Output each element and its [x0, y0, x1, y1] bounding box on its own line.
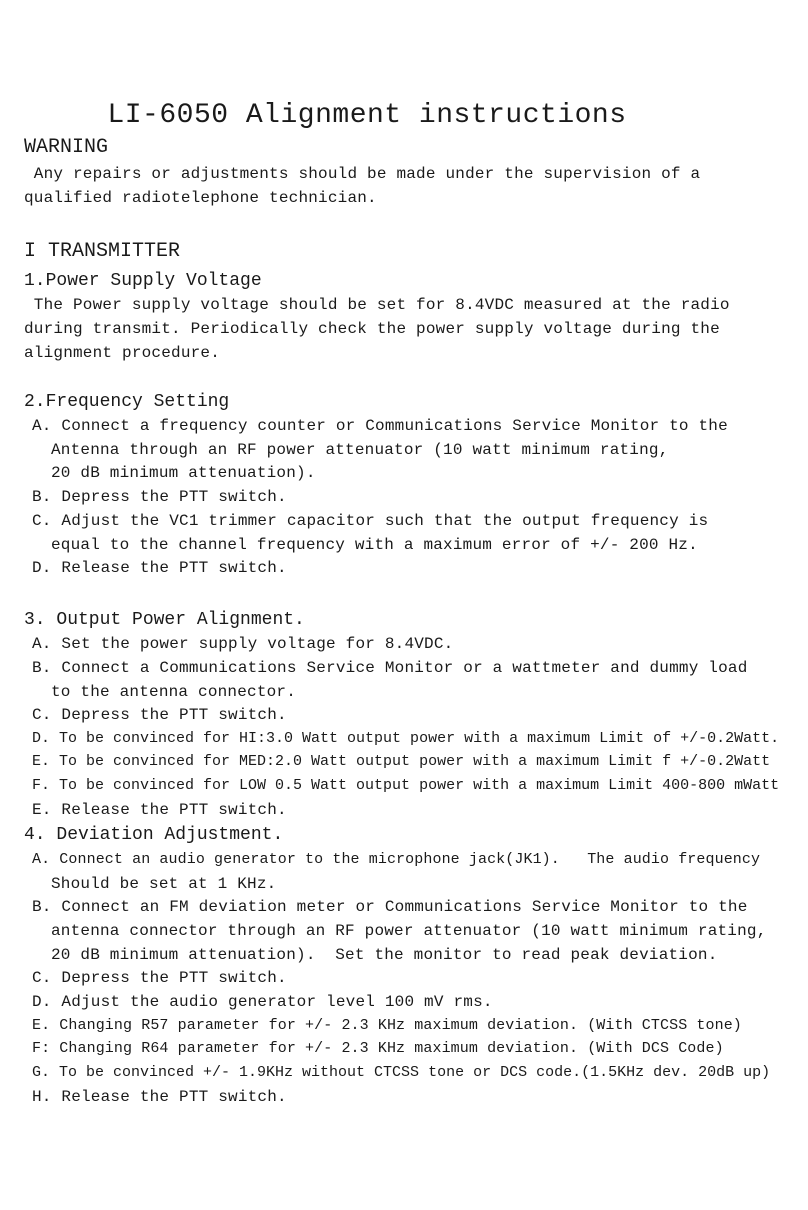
subsection-heading-power-supply: 1.Power Supply Voltage	[24, 271, 262, 291]
step-line: 20 dB minimum attenuation). Set the monitor to read peak deviation.	[51, 946, 718, 964]
section-heading-transmitter: I TRANSMITTER	[24, 240, 181, 263]
warning-line: qualified radiotelephone technician.	[24, 189, 377, 207]
step-line: B. Connect an FM deviation meter or Communications Service Monitor to the	[32, 898, 748, 916]
paragraph-line: The Power supply voltage should be set for 8.4VDC measured at the radio	[24, 296, 730, 314]
step-line: equal to the channel frequency with a maximum error of +/- 200 Hz.	[51, 536, 698, 554]
step-line: D. Release the PTT switch.	[32, 559, 287, 577]
step-line: C. Adjust the VC1 trimmer capacitor such that the output frequency is	[32, 512, 709, 530]
step-line: C. Depress the PTT switch.	[32, 706, 287, 724]
step-line: B. Depress the PTT switch.	[32, 488, 287, 506]
paragraph-line: alignment procedure.	[24, 344, 221, 362]
subsection-heading-deviation: 4. Deviation Adjustment.	[24, 825, 284, 845]
step-line: D. Adjust the audio generator level 100 mV rms.	[32, 993, 493, 1011]
step-line: D. To be convinced for HI:3.0 Watt output power with a maximum Limit of +/-0.2Watt.	[32, 730, 780, 747]
step-line: C. Depress the PTT switch.	[32, 969, 287, 987]
step-line: A. Set the power supply voltage for 8.4VDC.	[32, 635, 454, 653]
step-line: antenna connector through an RF power attenuator (10 watt minimum rating,	[51, 922, 767, 940]
step-line: to the antenna connector.	[51, 683, 297, 701]
step-line: F. To be convinced for LOW 0.5 Watt output power with a maximum Limit 400-800 mWatt	[32, 777, 780, 794]
step-line: E. To be convinced for MED:2.0 Watt output power with a maximum Limit f +/-0.2Watt	[32, 753, 771, 770]
warning-line: Any repairs or adjustments should be made under the supervision of a	[24, 165, 701, 183]
step-line: H. Release the PTT switch.	[32, 1088, 287, 1106]
step-line: E. Changing R57 parameter for +/- 2.3 KHz maximum deviation. (With CTCSS tone)	[32, 1017, 742, 1034]
step-line: E. Release the PTT switch.	[32, 801, 287, 819]
step-line: Antenna through an RF power attenuator (10 watt minimum rating,	[51, 441, 669, 459]
step-line: A. Connect an audio generator to the microphone jack(JK1). The audio frequency	[32, 851, 761, 868]
step-line: 20 dB minimum attenuation).	[51, 464, 316, 482]
step-line: A. Connect a frequency counter or Communications Service Monitor to the	[32, 417, 728, 435]
paragraph-line: during transmit. Periodically check the power supply voltage during the	[24, 320, 720, 338]
step-line: B. Connect a Communications Service Monitor or a wattmeter and dummy load	[32, 659, 748, 677]
warning-heading: WARNING	[24, 136, 109, 159]
subsection-heading-frequency: 2.Frequency Setting	[24, 392, 230, 412]
step-line: G. To be convinced +/- 1.9KHz without CTCSS tone or DCS code.(1.5KHz dev. 20dB up)	[32, 1064, 771, 1081]
step-line: F: Changing R64 parameter for +/- 2.3 KHz maximum deviation. (With DCS Code)	[32, 1040, 724, 1057]
step-line: Should be set at 1 KHz.	[51, 875, 277, 893]
subsection-heading-output-power: 3. Output Power Alignment.	[24, 610, 305, 630]
document-title: LI-6050 Alignment instructions	[107, 100, 627, 131]
